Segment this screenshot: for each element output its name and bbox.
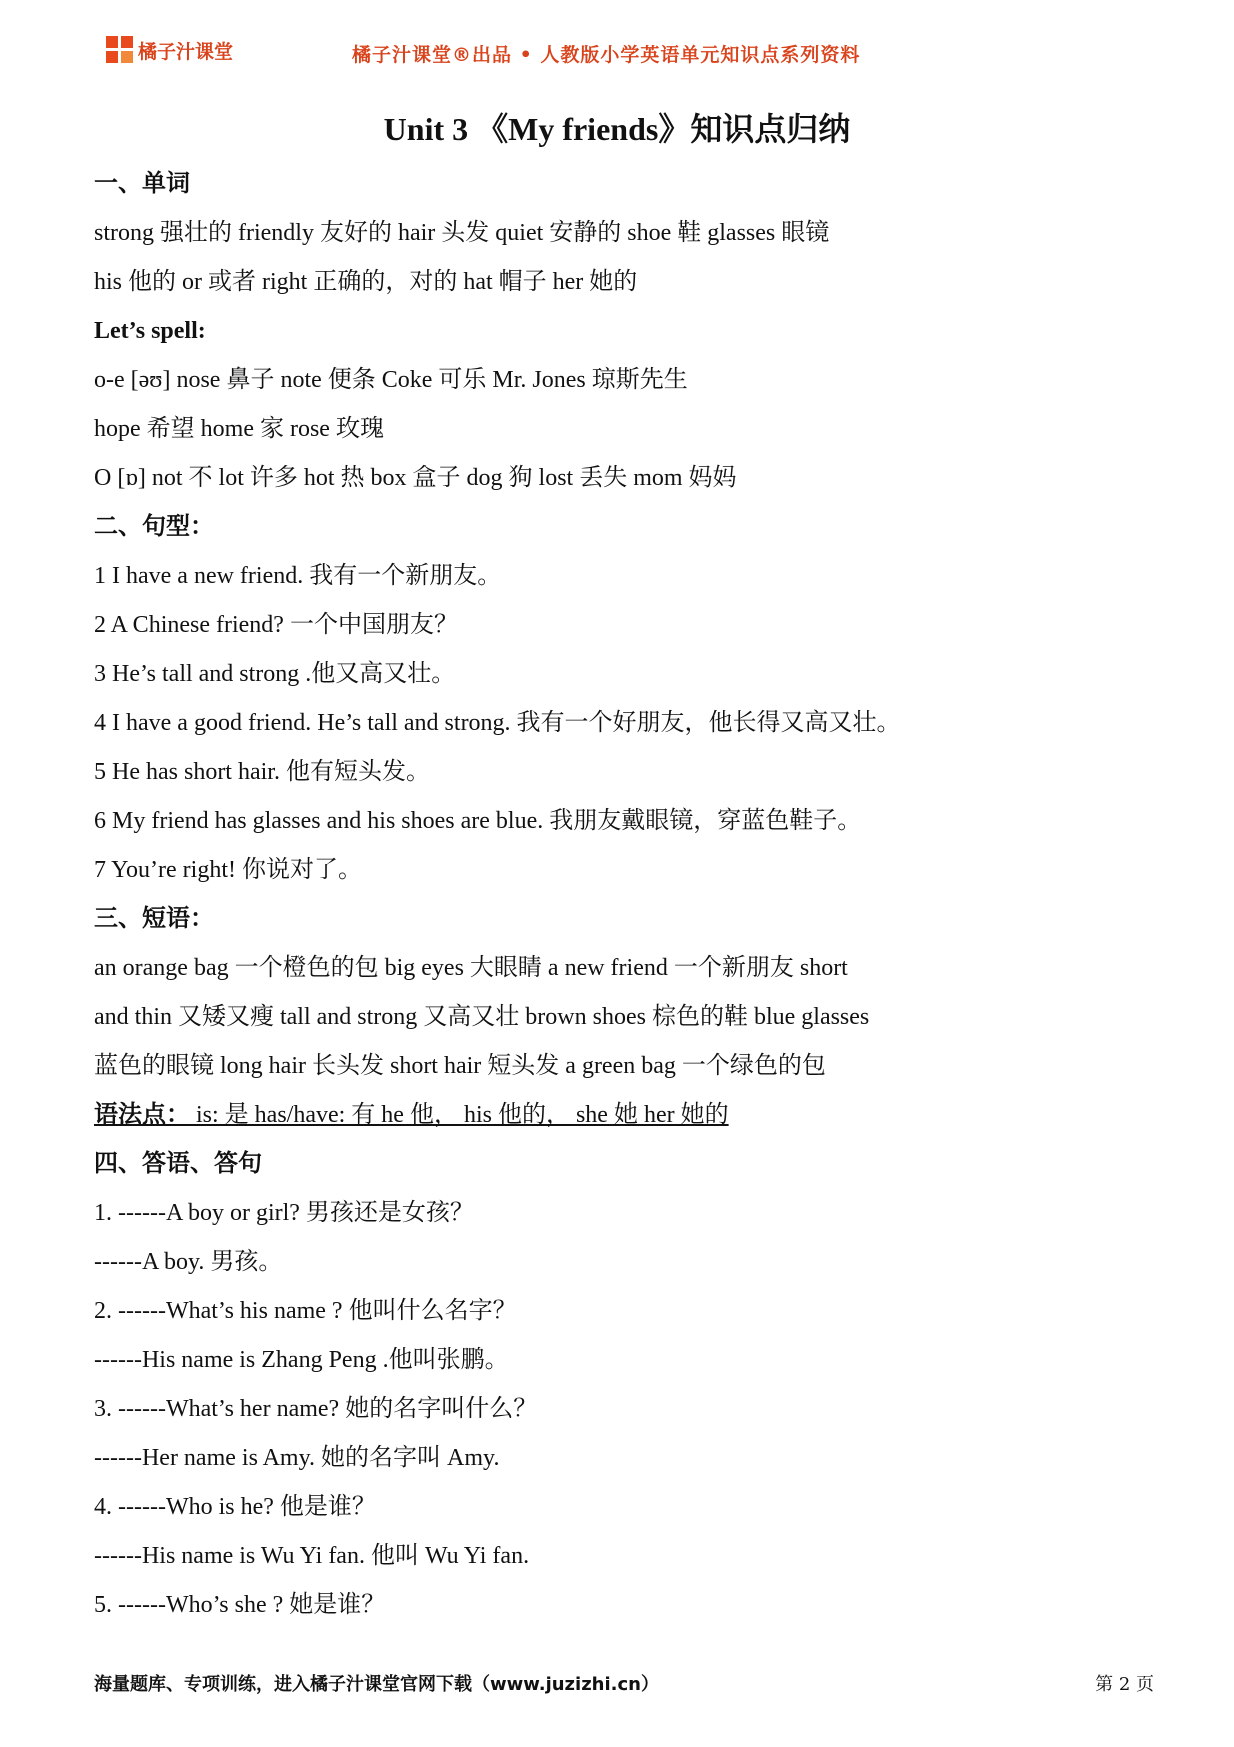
answers-heading: 四、答语、答句 [94, 1151, 262, 1177]
spell-line: O [ɒ] not 不 lot 许多 hot 热 box 盒子 dog 狗 lost 丢失 mom 妈妈 [94, 465, 737, 491]
answer-item: 4. ------Who is he? 他是谁？ [94, 1494, 376, 1520]
words-line: strong 强壮的 friendly 友好的 hair 头发 quiet 安静的 shoe 鞋 glasses 眼镜 [94, 220, 830, 246]
answer-item: ------Her name is Amy. 她的名字叫 Amy. [94, 1445, 500, 1471]
answer-item: ------His name is Zhang Peng .他叫张鹏。 [94, 1347, 509, 1373]
logo-icon [106, 36, 134, 64]
grammar-label: 语法点： [94, 1102, 190, 1128]
document-body [94, 160, 1154, 1630]
phrases-line: an orange bag 一个橙色的包 big eyes 大眼睛 a new friend 一个新朋友 short [94, 955, 848, 981]
grammar-text: is: 是 has/have: 有 he 他， his 他的， she 她 her 她的 [196, 1102, 729, 1128]
spell-heading: Let’s spell: [94, 318, 206, 344]
spell-line: o-e [əʊ] nose 鼻子 note 便条 Coke 可乐 Mr. Jones 琼斯先生 [94, 367, 688, 393]
answer-item: ------A boy. 男孩。 [94, 1249, 283, 1275]
sentences-heading: 二、句型： [94, 514, 214, 540]
answer-item: 3. ------What’s her name? 她的名字叫什么？ [94, 1396, 538, 1422]
logo-text: 橘子汁课堂 [138, 40, 234, 63]
footer-link-text: 海量题库、专项训练，进入橘子汁课堂官网下载（www.juzizhi.cn） [94, 1674, 659, 1695]
series-title: 橘子汁课堂®出品 • 人教版小学英语单元知识点系列资料 [352, 44, 861, 66]
answer-item: ------His name is Wu Yi fan. 他叫 Wu Yi fan. [94, 1543, 530, 1569]
sentence-item: 4 I have a good friend. He’s tall and strong. 我有一个好朋友，他长得又高又壮。 [94, 710, 901, 736]
grammar-line [94, 1091, 1154, 1140]
page-number: 第 2 页 [1095, 1674, 1154, 1695]
answer-item: 1. ------A boy or girl? 男孩还是女孩？ [94, 1200, 474, 1226]
brand-logo [106, 36, 233, 64]
words-line: his 他的 or 或者 right 正确的，对的 hat 帽子 her 她的 [94, 269, 638, 295]
sentence-item: 1 I have a new friend. 我有一个新朋友。 [94, 563, 502, 589]
sentence-item: 7 You’re right! 你说对了。 [94, 857, 362, 883]
page-footer [94, 1670, 1154, 1700]
phrases-line: 蓝色的眼镜 long hair 长头发 short hair 短头发 a green bag 一个绿色的包 [94, 1053, 826, 1079]
sentence-item: 5 He has short hair. 他有短头发。 [94, 759, 430, 785]
sentence-item: 2 A Chinese friend? 一个中国朋友？ [94, 612, 458, 638]
answer-item: 2. ------What’s his name ? 他叫什么名字？ [94, 1298, 517, 1324]
sentence-item: 3 He’s tall and strong .他又高又壮。 [94, 661, 456, 687]
sentence-item: 6 My friend has glasses and his shoes are blue. 我朋友戴眼镜，穿蓝色鞋子。 [94, 808, 862, 834]
page-title: Unit 3 《My friends》知识点归纳 [383, 111, 851, 147]
page-header [0, 34, 1234, 74]
spell-line: hope 希望 home 家 rose 玫瑰 [94, 416, 384, 442]
phrases-line: and thin 又矮又瘦 tall and strong 又高又壮 brown shoes 棕色的鞋 blue glasses [94, 1004, 870, 1030]
words-heading: 一、单词 [94, 171, 190, 197]
phrases-heading: 三、短语： [94, 906, 214, 932]
answer-item: 5. ------Who’s she ? 她是谁？ [94, 1592, 386, 1618]
